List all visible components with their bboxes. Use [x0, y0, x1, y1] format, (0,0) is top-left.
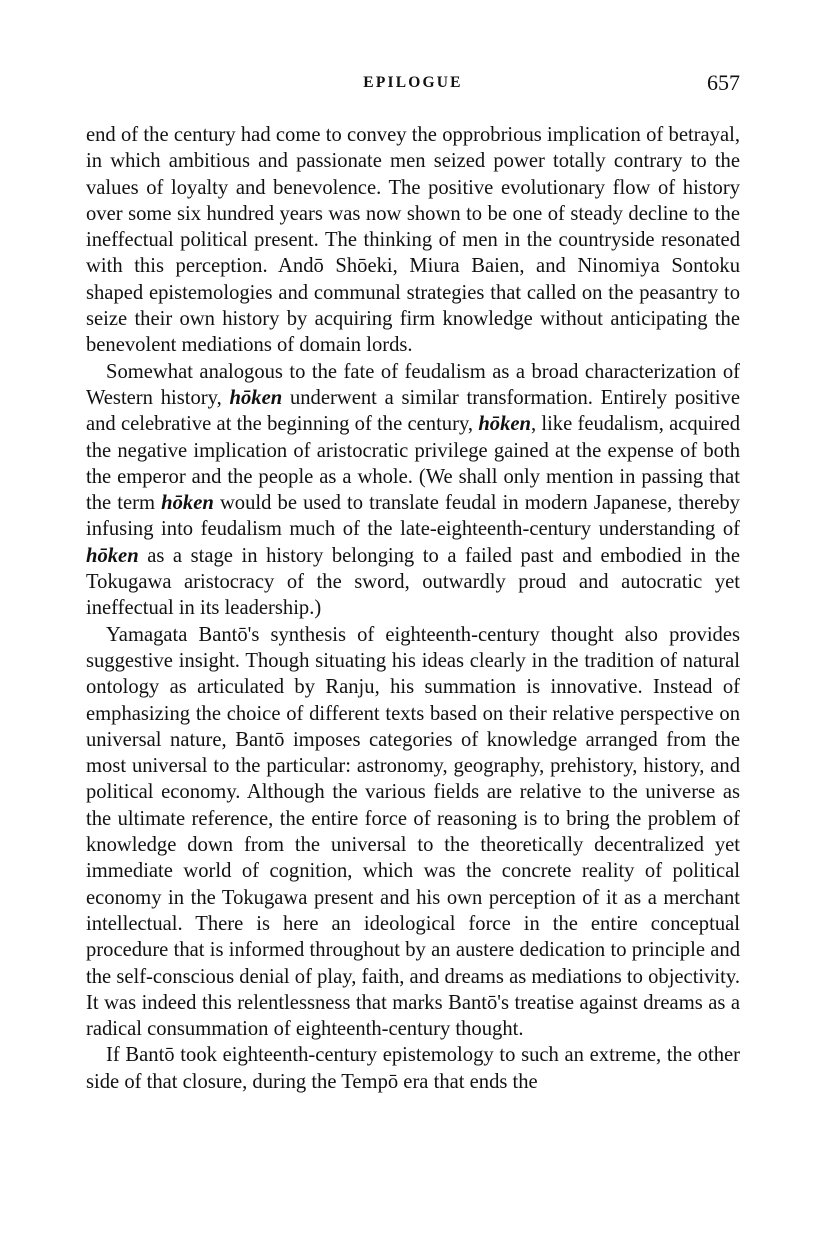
text-segment: as a stage in history belonging to a failed past and embodied in the Tokugawa aristocracy of the sword, outwardly proud and autocratic yet ineffectual in its leadership.): [86, 544, 740, 620]
paragraph-2: [86, 359, 740, 622]
text-segment: end of the century had come to convey the opprobrious implication of betrayal, in which ambitious and passionate men seized power totally contrary to the values of loyalty and benevolence. The positive evolutionary flow of history over some six hundred years was now shown to be one of steady decline to the ineffectual political present. The thinking of men in the countryside resonated with this perception. Andō Shōeki, Miura Baien, and Ninomiya Sontoku shaped epistemologies and communal strategies that called on the peasantry to seize their own history by acquiring firm knowledge without anticipating the benevolent mediations of domain lords.: [86, 124, 740, 357]
text-segment: underwent a similar transformation. Entirely positive and celebrative at the beginning of the century,: [86, 386, 740, 436]
chapter-title: EPILOGUE: [363, 74, 463, 91]
paragraph-1: [86, 122, 740, 359]
running-header: [86, 70, 740, 102]
italic-term: hōken: [229, 386, 283, 409]
text-segment: , like feudalism, acquired the negative implication of aristocratic privilege gained at the expense of both the emperor and the people as a whole. (We shall only mention in passing that the term: [86, 413, 740, 515]
text-segment: would be used to translate feudal in modern Japanese, thereby infusing into feudalism much of the late-eighteenth-century understanding of: [86, 492, 740, 541]
body-text: [86, 122, 740, 1095]
paragraph-4: [86, 1042, 740, 1095]
text-segment: Yamagata Bantō's synthesis of eighteenth-century thought also provides suggestive insight. Though situating his ideas clearly in the tradition of natural ontology as articulated by Ranju, his summation is innovative. Instead of emphasizing the choice of different texts based on their relative perspective on universal nature, Bantō imposes categories of knowledge arranged from the most universal to the particular: astronomy, geography, prehistory, history, and political economy. Although the various fields are relative to the universe as the ultimate reference, the entire force of reasoning is to bring the problem of knowledge down from the universal to the theoretically decentralized yet immediate world of cognition, which was the concrete reality of political economy in the Tokugawa present and his own perception of it as a merchant intellectual. There is here an ideological force in the entire conceptual procedure that is informed throughout by an austere dedication to principle and the self-conscious denial of play, faith, and dreams as mediations to objectivity. It was indeed this relentlessness that marks Bantō's treatise against dreams as a radical consummation of eighteenth-century thought.: [86, 623, 740, 1041]
italic-term: hōken: [478, 413, 531, 436]
paragraph-3: [86, 622, 740, 1043]
italic-term: hōken: [161, 492, 214, 515]
text-segment: Somewhat analogous to the fate of feudalism as a broad characterization of Western history,: [86, 360, 740, 409]
book-page: [86, 70, 740, 1095]
text-segment: If Bantō took eighteenth-century epistemology to such an extreme, the other side of that closure, during the Tempō era that ends the: [86, 1044, 740, 1093]
page-number: 657: [707, 70, 740, 95]
italic-term: hōken: [86, 544, 139, 567]
